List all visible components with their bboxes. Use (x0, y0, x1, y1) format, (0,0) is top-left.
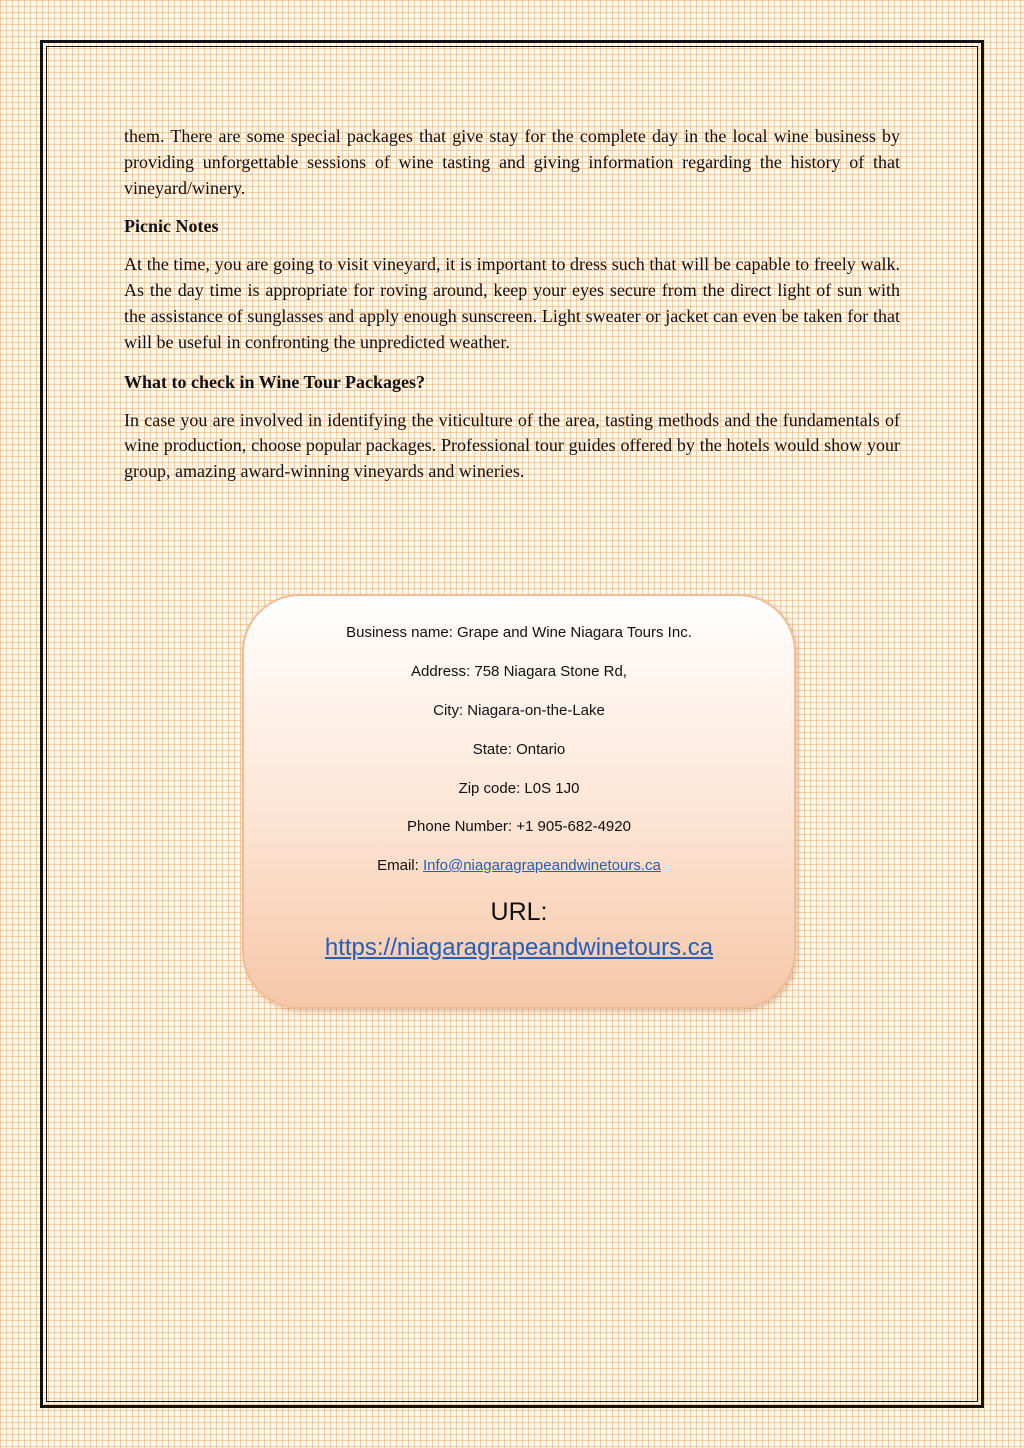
contact-card (242, 594, 796, 1009)
url-line (244, 932, 794, 964)
check-packages-paragraph: In case you are involved in identifying the viticulture of the area, tasting methods and the fundamentals of wine production, choose popular packages. Professional tour guides offered by the hotels would show your group, amazing award-winning vineyards and wineries. (124, 409, 900, 482)
email-line (244, 856, 794, 876)
website-link[interactable]: https://niagaragrapeandwinetours.ca (324, 934, 714, 961)
phone-number: Phone Number: +1 905-682-4920 (407, 818, 631, 835)
check-packages-heading: What to check in Wine Tour Packages? (124, 371, 426, 392)
email-link[interactable]: Info@niagaragrapeandwinetours.ca (422, 857, 661, 874)
state: State: Ontario (472, 741, 566, 758)
address: Address: 758 Niagara Stone Rd, (411, 663, 627, 680)
zip-code: Zip code: L0S 1J0 (458, 780, 580, 797)
picnic-notes-paragraph: At the time, you are going to visit vineyard, it is important to dress such that will be capable to freely walk. As the day time is appropriate for roving around, keep your eyes secure from the direct light of sun with the assistance of sunglasses and apply enough sunscreen. Light sweater or jacket can even be taken for that will be useful in confronting the unpredicted weather. (124, 254, 900, 352)
business-name: Business name: Grape and Wine Niagara Tours Inc. (346, 624, 692, 641)
city: City: Niagara-on-the-Lake (433, 702, 605, 719)
article-body (124, 124, 900, 485)
intro-paragraph: them. There are some special packages that give stay for the complete day in the local wine business by providing unforgettable sessions of wine tasting and giving information regarding the history of that vineyard/winery. (124, 126, 900, 198)
picnic-notes-heading: Picnic Notes (124, 216, 219, 237)
email-label: Email: (377, 857, 423, 874)
url-label: URL: (490, 898, 548, 926)
